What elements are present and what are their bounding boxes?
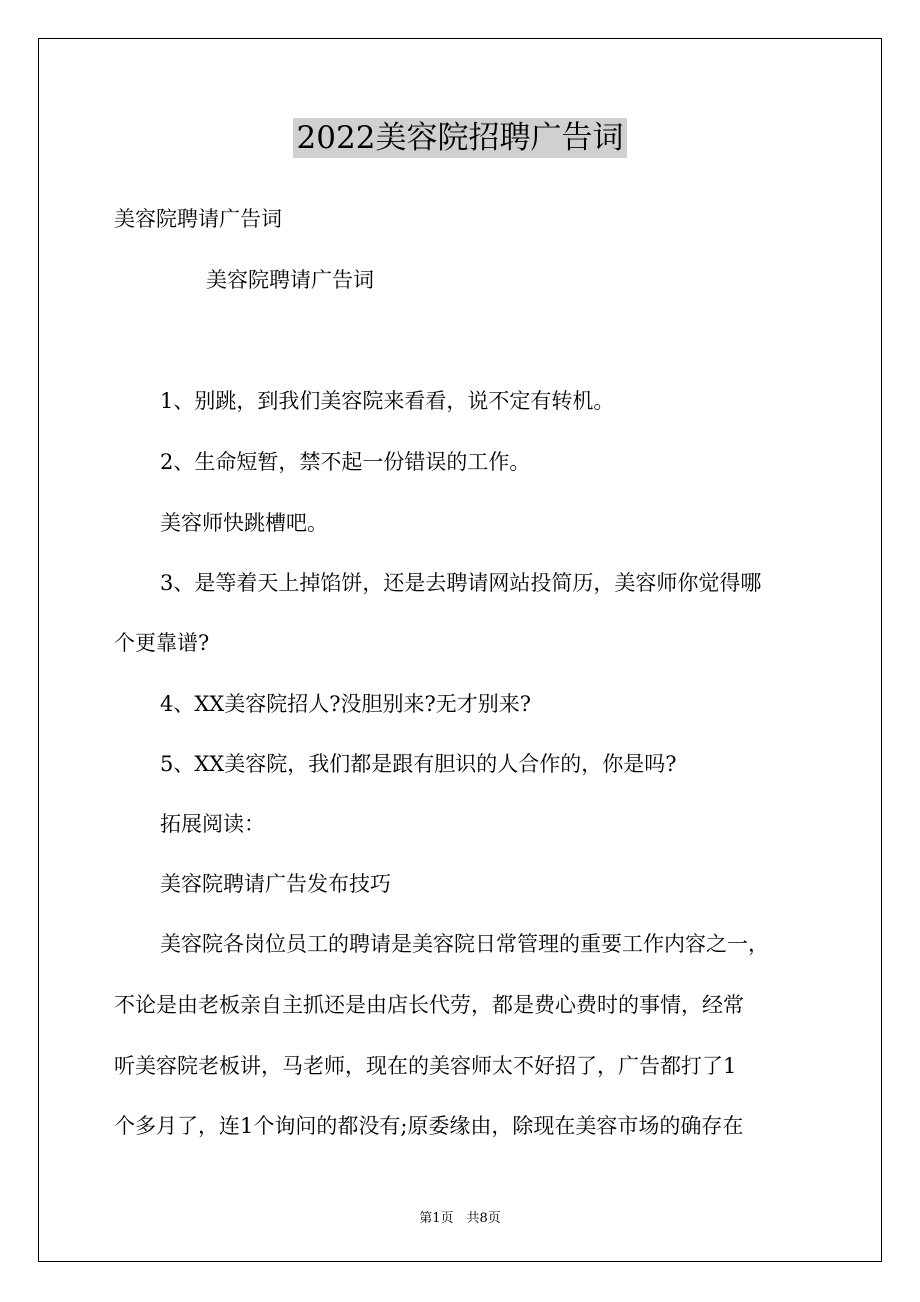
paragraph-line-6: 4、XX美容院招人?没胆别来?无才别来? (160, 692, 532, 716)
paragraph-line-12: 听美容院老板讲，马老师，现在的美容师太不好招了，广告都打了1 (114, 1054, 737, 1078)
subtitle: 美容院聘请广告词 (114, 207, 282, 231)
paragraph-line-4: 3、是等着天上掉馅饼，还是去聘请网站投简历，美容师你觉得哪 (160, 571, 762, 595)
paragraph-line-10: 美容院各岗位员工的聘请是美容院日常管理的重要工作内容之一， (160, 932, 769, 956)
paragraph-line-5: 个更靠谱? (114, 631, 210, 655)
page-number-footer: 第1页 共8页 (419, 1211, 501, 1226)
paragraph-line-1: 1、别跳，到我们美容院来看看，说不定有转机。 (160, 389, 615, 413)
paragraph-line-3: 美容师快跳槽吧。 (160, 511, 328, 535)
paragraph-line-2: 2、生命短暂，禁不起一份错误的工作。 (160, 450, 531, 474)
document-title: 2022美容院招聘广告词 (0, 112, 920, 157)
subtitle-indented: 美容院聘请广告词 (206, 268, 374, 292)
paragraph-line-11: 不论是由老板亲自主抓还是由店长代劳，都是费心费时的事情，经常 (114, 993, 744, 1017)
paragraph-line-7: 5、XX美容院，我们都是跟有胆识的人合作的，你是吗? (160, 752, 677, 776)
paragraph-line-8: 拓展阅读： (160, 812, 265, 836)
paragraph-line-9: 美容院聘请广告发布技巧 (160, 872, 391, 896)
paragraph-line-13: 个多月了，连1个询问的都没有;原委缘由，除现在美容市场的确存在 (114, 1114, 744, 1138)
